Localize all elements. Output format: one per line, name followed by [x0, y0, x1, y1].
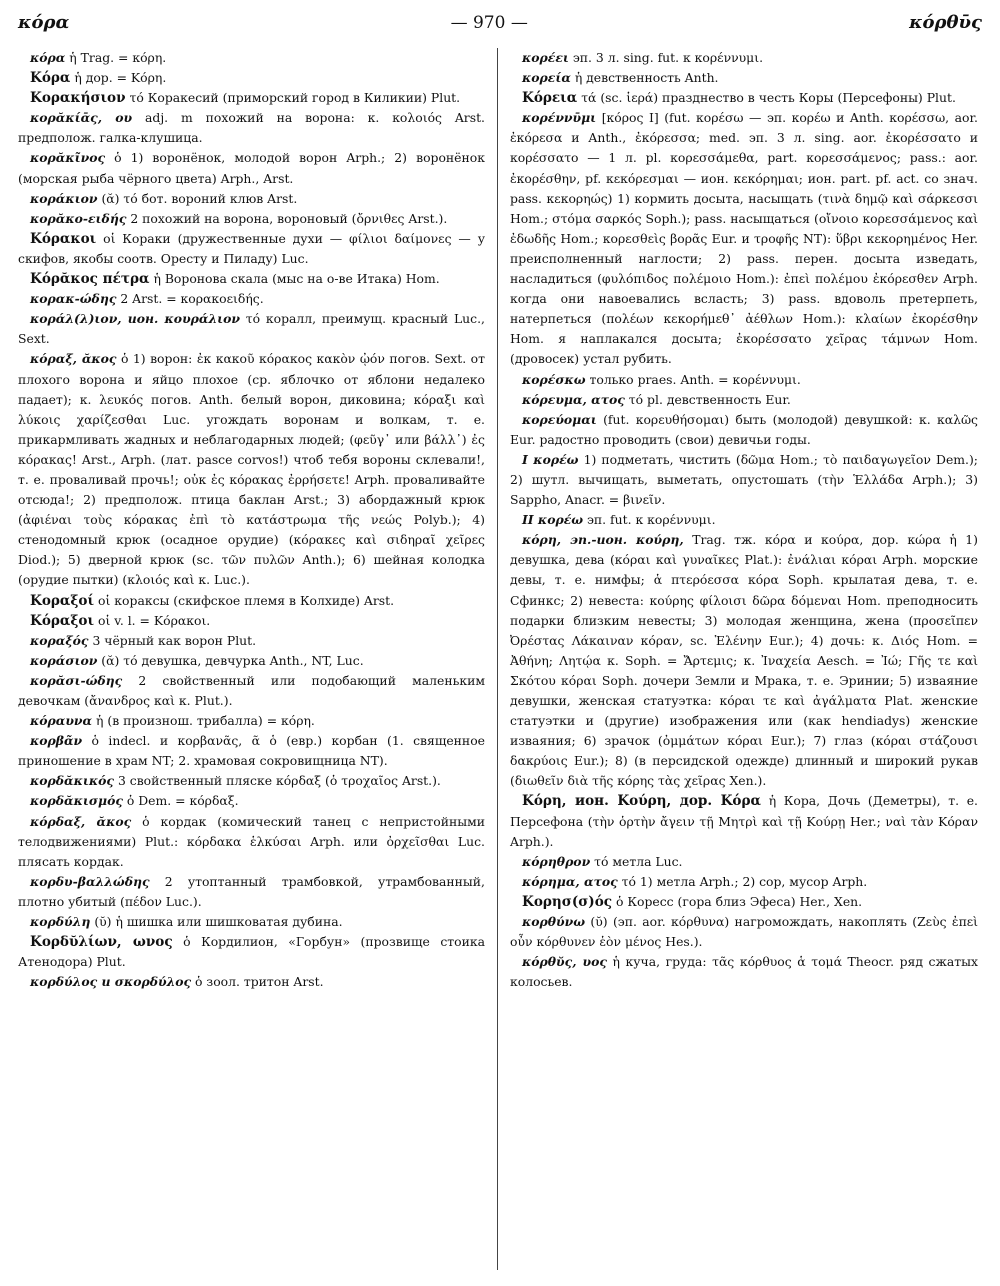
entry-headword: κορβᾶν	[30, 733, 83, 749]
entry-definition: οἱ кораксы (скифское племя в Колхиде) Arst.	[98, 592, 395, 608]
entry-headword: κορεία	[522, 70, 571, 86]
left-column	[18, 48, 498, 1270]
dictionary-entry	[510, 370, 978, 390]
entry-definition: ὁ Коресс (гора близ Эфеса) Her., Xen.	[616, 893, 863, 909]
entry-definition: (ᾰ) τό девушка, девчурка Anth., NT, Luc.	[101, 652, 364, 668]
entry-definition: [κόρος I] (fut. κορέσω — эп. κορέω и Anth. κορέσσω, aor. ἐκόρεσα и Anth., ἐκόρεσσα; med. эп. 3 л. sing. aor. ἐκορέσσατο и κορέσσατο — 1 л. pl. κορεσσάμεθα, part. κορεσσάμενος; pass.: aor. ἐκορέσθην, pf. κεκόρεσμαι — ион. κεκόρημαι; ион. part. pf. act. со знач. pass. κεκορηώς) 1) кормить досыта, насыщать (τινὰ δημῷ καὶ σάρκεσσι Hom.; στόμα σαρκός Soph.); pass. насыщаться (οἴνοιο κορεσσάμενος καὶ ἐδωδῆς Hom.; κορεσθεὶς βορᾶς Eur. и τροφῆς NT): ὕβρι κεκορημένος Her. преисполненный наглости; 2) pass. перен. досыта изведать, насладиться (φυλόπιδος πολέμοιο Hom.): ἐπεὶ πολέμου ἐκόρεσθεν Arph. когда они навоевались всласть; 3) pass. вдоволь претерпеть, натерпеться (πολέων κεκορήμεθ᾽ ἀέθλων Hom.): κλαίων ἐκορέσθην Hom. я наплакался досыта; ἐκορέσσατο χεῖρας τάμνων Hom. (дровосек) устал рубить.	[510, 110, 978, 367]
entry-headword: Κοραξοί	[30, 592, 95, 609]
entry-definition: οἱ Кораки (дружественные духи — φίλιοι δαίμονες — у скифов, якобы соотв. Оресту и Пиладу) Luc.	[18, 230, 485, 266]
entry-definition: ἡ (в произнош. трибалла) = κόρη.	[96, 713, 315, 729]
entry-headword: I κορέω	[522, 451, 579, 467]
dictionary-entry	[18, 189, 485, 209]
dictionary-entry	[18, 309, 485, 349]
entry-headword: κορακ-ώδης	[30, 291, 117, 307]
dictionary-entry	[510, 912, 978, 952]
entry-headword: κόρευμα, ατος	[522, 391, 625, 407]
entry-definition: только praes. Anth. = κορέννυμι.	[589, 371, 801, 387]
dictionary-entry	[18, 68, 485, 88]
dictionary-entry	[510, 791, 978, 851]
entry-headword: κορέννῡμι	[522, 110, 597, 126]
entry-headword: κορδύλος и σκορδύλος	[30, 974, 192, 990]
entry-definition: ὁ 1) ворон: ἐκ κακοῦ κόρακος κακὸν ᾠόν погов. Sext. от плохого ворона и яйцо плохое (ср. яблочко от яблони недалеко падает); κ. λευκός погов. Anth. белый ворон, диковина; κόραξι καὶ λύκοις χαρίζεσθαι Luc. угождать воронам и волкам, т. е. прикармливать жадных и неблагодарных людей; (φεῦγ᾽ или βάλλ᾽) ἐς κόρακας! Arst., Arph. (лат. pasce corvos!) чтоб тебя вороны склевали!, т. е. проваливай прочь!; οὐκ ἐς κόρακας ἐρρήσετε! Arph. проваливайте отсюда!; 2) предполож. птица баклан Arst.; 3) абордажный крюк (ἀφιέναι τοὺς κόρακας ἐπὶ τὸ κατάστρωμα τῆς νεώς Polyb.); 4) стенодомный крюк (осадное орудие) (κόρακες καὶ σιδηραῖ χεῖρες Diod.); 5) дверной крюк (sc. τῶν πυλῶν Anth.); 6) шейная колодка (орудие пытки) (κλοιός καὶ κ. Luc.).	[18, 351, 485, 588]
entry-definition: 3 свойственный пляске κόρδαξ (ὁ τροχαῖος Arst.).	[117, 773, 441, 789]
entry-definition: ὁ Dem. = κόρδαξ.	[126, 793, 239, 809]
entry-definition: 3 чёрный как ворон Plut.	[92, 632, 257, 648]
dictionary-entry	[510, 68, 978, 88]
entry-headword: Κόρεια	[522, 90, 578, 107]
dictionary-entry	[510, 852, 978, 872]
entry-headword: κοράκιον	[30, 190, 98, 206]
entry-definition: ὁ Кордилион, «Горбун» (прозвище стоика Атенодора) Plut.	[18, 934, 485, 970]
entry-definition: ἡ дор. = Κόρη.	[74, 70, 167, 86]
entry-headword: κόρηθρον	[522, 853, 591, 869]
header-right-headword: κόρθῡς	[909, 12, 982, 33]
entry-headword: Κορδῠλίων, ωνος	[30, 934, 173, 951]
entry-definition: (ᾰ) τό бот. вороний клюв Arst.	[101, 190, 298, 206]
entry-headword: κόρημα, ατος	[522, 873, 618, 889]
entry-headword: Κόραξοι	[30, 612, 95, 629]
dictionary-entry	[510, 390, 978, 410]
entry-headword: κόρη, эп.-ион. κούρη,	[522, 532, 684, 548]
entry-definition: ἡ Воронова скала (мыс на о-ве Итака) Hom.	[153, 271, 440, 287]
entry-headword: κοράσιον	[30, 652, 98, 668]
entry-definition: (fut. κορευθήσομαι) быть (молодой) девушкой: κ. καλῶς Eur. радостно проводить (свои) девичьи годы.	[510, 411, 978, 447]
dictionary-entry	[18, 349, 485, 590]
entry-definition: ὁ indecl. и κορβανᾶς, ᾶ ὁ (евр.) корбан (1. священное приношение в храм NT; 2. храмовая сокровищница NT).	[18, 733, 485, 769]
entry-headword: Κόρακοι	[30, 230, 97, 247]
dictionary-entry	[510, 872, 978, 892]
dictionary-entry	[18, 812, 485, 872]
entry-headword: κορέσκω	[522, 371, 586, 387]
entry-headword: κορᾰκίᾱς, ου	[30, 110, 133, 126]
entry-definition: adj. m похожий на ворона: κ. κολοιός Arst. предполож. галка-клушица.	[18, 110, 485, 146]
entry-definition: ἡ куча, груда: τᾶς κόρθυος ἁ τομά Theocr. ряд сжатых колосьев.	[510, 954, 978, 990]
dictionary-entry	[18, 591, 485, 611]
entry-headword: κορδᾰκικός	[30, 773, 114, 789]
entry-headword: Κόρη, ион. Κούρη, дор. Κόρα	[522, 793, 761, 810]
entry-headword: κορδυ-βαλλώδης	[30, 873, 150, 889]
entry-headword: κόραυνα	[30, 713, 93, 729]
entry-definition: эп. fut. к κορέννυμι.	[586, 512, 716, 528]
entry-headword: κορδᾰκισμός	[30, 793, 123, 809]
entry-definition: ὁ зоол. тритон Arst.	[195, 974, 324, 990]
dictionary-entry	[18, 651, 485, 671]
dictionary-entry	[18, 972, 485, 992]
dictionary-entry	[18, 108, 485, 148]
dictionary-entry	[18, 631, 485, 651]
dictionary-entry	[18, 932, 485, 972]
entry-definition: 2 Arst. = κορακοειδής.	[120, 291, 264, 307]
dictionary-entry	[18, 731, 485, 771]
entry-definition: Trag. тж. κόρα и κούρα, дор. κώρα ἡ 1) девушка, дева (κόραι καὶ γυναῖκες Plat.): ἐνάλιαι κόραι Arph. морские девы, т. е. нимфы; ἁ πτερόεσσα κόρα Soph. крылатая дева, т. е. Сфинкс; 2) невеста: κούρης φίλοισι δῶρα δόμεναι Hom. преподносить подарки близким невесты; 3) молодая женщина, жена (προσεῖπεν Ὀρέστας Λάκαιναν κόραν, sc. Ἑλένην Eur.); 4) дочь: κ. Διός Hom. = Ἀθήνη; Λητῴα κ. Soph. = Ἄρτεμις; κ. Ἰναχεία Aesch. = Ἰώ; Γῆς τε καὶ Σκότου κόραι Soph. дочери Земли и Мрака, т. е. Эринии; 5) изваяние девушки, женская статуэтка: κόραι τε καὶ ἀγάλματα Plat. женские статуэтки и (другие) изображения или (как hendiadys) женские изваяния; 6) зрачок (ὀμμάτων κόραι Eur.); 7) глаз (κόραι στάζουσι δακρύοις Eur.); 8) (в персидской одежде) длинный и широкий рукав (διωθεῖν διὰ τῆς κόρης τὰς χεῖρας Xen.).	[510, 532, 978, 789]
entry-headword: κόρθῠς, υος	[522, 954, 607, 970]
entry-definition: 2 утоптанный трамбовкой, утрамбованный, плотно убитый (πέδον Luc.).	[18, 873, 485, 909]
page-header	[18, 12, 982, 48]
entry-definition: 2 похожий на ворона, вороновый (ὄρνιθες Arst.).	[130, 210, 448, 226]
right-column	[498, 48, 978, 1270]
dictionary-entry	[510, 952, 978, 992]
page-number: — 970 —	[450, 13, 528, 33]
entry-headword: Κόρᾰκος πέτρα	[30, 271, 150, 288]
dictionary-entry	[18, 791, 485, 811]
dictionary-entry	[510, 48, 978, 68]
dictionary-entry	[510, 108, 978, 369]
entry-headword: κόραξ, ᾰκος	[30, 351, 117, 367]
dictionary-entry	[18, 289, 485, 309]
entry-headword: κορεύομαι	[522, 411, 597, 427]
entry-definition: τό метла Luc.	[594, 853, 683, 869]
dictionary-entry	[18, 671, 485, 711]
entry-headword: κορᾰκῖνος	[30, 150, 106, 166]
dictionary-entry	[18, 209, 485, 229]
entry-definition: 1) подметать, чистить (δῶμα Hom.; τὸ παιδαγωγεῖον Dem.); 2) шутл. вычищать, выметать, опустошать (τὴν Ἑλλάδα Arph.); 3) Sappho, Anacr. = βινεῖν.	[510, 451, 978, 508]
entry-headword: Κορησ(σ)ός	[522, 893, 613, 910]
dictionary-entry	[18, 771, 485, 791]
entry-headword: Κόρα	[30, 70, 71, 87]
dictionary-entry	[18, 912, 485, 932]
entry-definition: ἡ Кора, Дочь (Деметры), т. е. Персефона (τὴν ὁρτὴν ἄγειν τῇ Μητρὶ καὶ τῇ Κούρῃ Her.; ναὶ τὰν Κόραν Arph.).	[510, 793, 978, 849]
dictionary-entry	[18, 48, 485, 68]
entry-definition: τό коралл, преимущ. красный Luc., Sext.	[18, 311, 485, 347]
entry-definition: эп. 3 л. sing. fut. к κορέννυμι.	[572, 50, 764, 65]
entry-definition: (ῠ) ἡ шишка или шишковатая дубина.	[94, 914, 343, 930]
dictionary-entry	[510, 88, 978, 108]
entry-definition: τά (sc. ἱερά) празднество в честь Коры (Персефоны) Plut.	[581, 90, 956, 106]
columns	[18, 48, 982, 1270]
entry-headword: κορδύλη	[30, 914, 91, 930]
entry-definition: οἱ v. l. = Κόρακοι.	[98, 612, 211, 628]
dictionary-entry	[510, 530, 978, 791]
entry-definition: ὁ 1) воронёнок, молодой ворон Arph.; 2) воронёнок (морская рыба чёрного цвета) Arph., Arst.	[18, 150, 485, 186]
dictionary-entry	[510, 510, 978, 530]
entry-definition: ἡ девственность Anth.	[574, 70, 719, 86]
entry-definition: ἡ Trag. = κόρη.	[69, 50, 167, 65]
entry-definition: (ῠ) (эп. aor. κόρθυνα) нагромождать, накоплять (Ζεὺς ἐπεὶ οὖν κόρθυνεν ἑὸν μένος Hes.).	[510, 914, 978, 950]
entry-headword: κοραξός	[30, 632, 89, 648]
entry-headword: κορᾰσι-ώδης	[30, 672, 123, 688]
entry-definition: τό 1) метла Arph.; 2) сор, мусор Arph.	[621, 873, 868, 889]
dictionary-entry	[510, 892, 978, 912]
dictionary-entry	[18, 711, 485, 731]
dictionary-entry	[18, 148, 485, 188]
entry-headword: κορθύνω	[522, 914, 586, 930]
entry-definition: 2 свойственный или подобающий маленьким девочкам (ἄνανδρος καὶ κ. Plut.).	[18, 672, 485, 708]
entry-definition: τό pl. девственность Eur.	[628, 391, 791, 407]
entry-definition: τό Коракесий (приморский город в Киликии) Plut.	[129, 90, 461, 106]
entry-headword: II κορέω	[522, 512, 584, 528]
header-left-headword: κόρα	[18, 12, 70, 33]
entry-headword: κόρδαξ, ᾰκος	[30, 813, 132, 829]
entry-definition: ὁ кордак (комический танец с непристойными телодвижениями) Plut.: κόρδακα ἑλκύσαι Arph. или ὀρχεῖσθαι Luc. плясать кордак.	[18, 813, 485, 869]
entry-headword: Κορακήσιον	[30, 90, 126, 107]
dictionary-entry	[18, 872, 485, 912]
dictionary-entry	[18, 229, 485, 269]
dictionary-entry	[510, 450, 978, 510]
entry-headword: κορέει	[522, 50, 569, 65]
dictionary-entry	[18, 611, 485, 631]
dictionary-entry	[510, 410, 978, 450]
dictionary-entry	[18, 88, 485, 108]
entry-headword: κοράλ(λ)ιον, ион. κουράλιον	[30, 311, 240, 327]
entry-headword: κορᾰκο-ειδής	[30, 210, 127, 226]
dictionary-entry	[18, 269, 485, 289]
entry-headword: κόρα	[30, 50, 66, 65]
